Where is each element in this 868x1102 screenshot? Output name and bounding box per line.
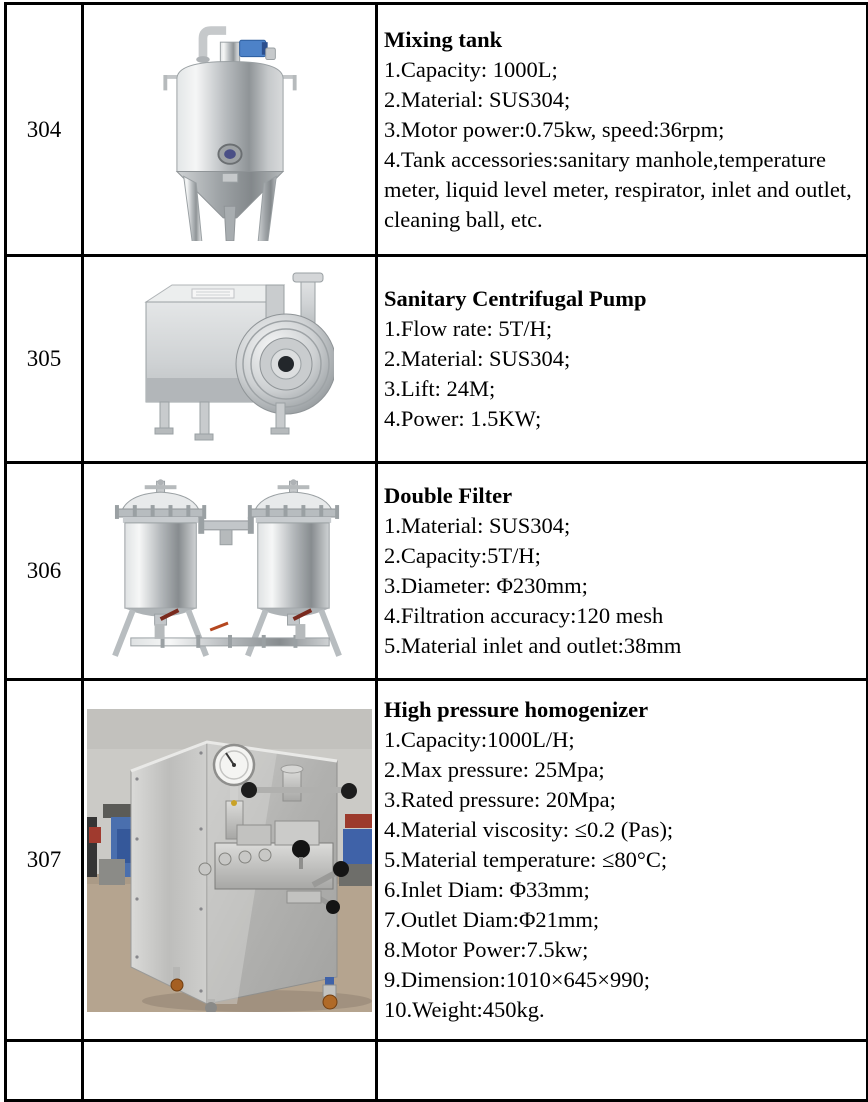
item-number: 305: [6, 256, 83, 463]
table-row: [6, 4, 868, 256]
product-spec-table: [4, 2, 868, 1102]
table-row: [6, 680, 868, 1041]
product-image-cell: [83, 4, 377, 256]
product-description: [377, 463, 868, 680]
product-description: [377, 680, 868, 1041]
item-number: 306: [6, 463, 83, 680]
product-title: Double Filter: [384, 483, 513, 508]
spec-line: 7.Outlet Diam:Φ21mm;: [384, 907, 600, 932]
product-title: Mixing tank: [384, 26, 503, 52]
spec-line: 10.Weight:450kg.: [384, 997, 545, 1022]
spec-line: 5.Material inlet and outlet:38mm: [384, 633, 682, 658]
table-row-partial: [6, 1041, 868, 1101]
mixing-tank-photo: [150, 19, 310, 241]
product-image-cell: [83, 680, 377, 1041]
product-image-cell: [83, 463, 377, 680]
spec-line: 1.Material: SUS304;: [384, 513, 571, 538]
high-pressure-homogenizer-photo: [87, 709, 372, 1012]
spec-line: 6.Inlet Diam: Φ33mm;: [384, 877, 590, 902]
spec-line: 4.Filtration accuracy:120 mesh: [384, 603, 664, 628]
spec-line: 3.Diameter: Φ230mm;: [384, 573, 588, 598]
product-image-cell: [83, 1041, 377, 1101]
table-row: [6, 256, 868, 463]
spec-line: 9.Dimension:1010×645×990;: [384, 967, 651, 992]
item-number: [6, 1041, 83, 1101]
product-image-cell: [83, 256, 377, 463]
product-description: [377, 4, 868, 256]
sanitary-centrifugal-pump-photo: [126, 272, 334, 446]
spec-line: 5.Material temperature: ≤80°C;: [384, 847, 668, 872]
spec-line: 1.Capacity: 1000L;: [384, 56, 558, 82]
spec-line: 4.Material viscosity: ≤0.2 (Pas);: [384, 817, 674, 842]
spec-line: 1.Flow rate: 5T/H;: [384, 316, 553, 341]
product-description: [377, 256, 868, 463]
product-title: High pressure homogenizer: [384, 697, 649, 722]
product-title: Sanitary Centrifugal Pump: [384, 286, 647, 311]
spec-line: 4.Tank accessories:sanitary manhole,temperature meter, liquid level meter, respirator, inlet and outlet, cleaning ball, etc.: [384, 146, 852, 232]
item-number: 304: [6, 4, 83, 256]
spec-line: 2.Capacity:5T/H;: [384, 543, 541, 568]
spec-line: 2.Material: SUS304;: [384, 86, 571, 112]
spec-line: 1.Capacity:1000L/H;: [384, 727, 575, 752]
item-number: 307: [6, 680, 83, 1041]
spec-line: 2.Material: SUS304;: [384, 346, 571, 371]
spec-line: 4.Power: 1.5KW;: [384, 406, 542, 431]
product-description: [377, 1041, 868, 1101]
double-filter-photo: [111, 479, 349, 663]
spec-line: 3.Lift: 24M;: [384, 376, 496, 401]
spec-line: 3.Motor power:0.75kw, speed:36rpm;: [384, 116, 725, 142]
spec-line: 8.Motor Power:7.5kw;: [384, 937, 589, 962]
table-row: [6, 463, 868, 680]
spec-line: 3.Rated pressure: 20Mpa;: [384, 787, 616, 812]
spec-line: 2.Max pressure: 25Mpa;: [384, 757, 605, 782]
